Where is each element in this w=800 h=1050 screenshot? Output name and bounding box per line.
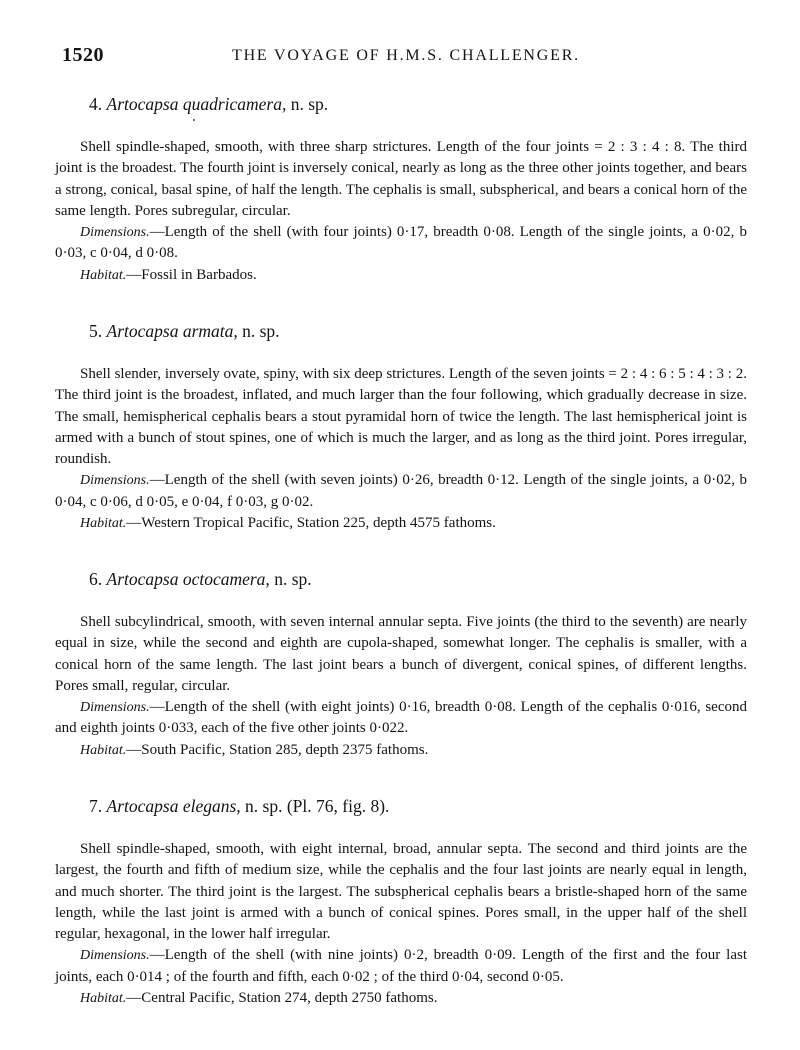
dimensions-paragraph: [55, 222, 747, 265]
species-name: Artocapsa octocamera,: [106, 569, 270, 589]
dimensions-label: Dimensions.: [80, 948, 150, 964]
species-entry-4: [55, 93, 747, 286]
habitat-text: —Western Tropical Pacific, Station 225, depth 4575 fathoms.: [126, 515, 496, 532]
species-number: 5.: [89, 321, 103, 341]
species-name: Artocapsa quadricamera,: [106, 94, 287, 114]
species-entry-5: [55, 320, 747, 534]
page-header: [62, 44, 752, 70]
dimensions-text: —Length of the shell (with eight joints) 0·16, breadth 0·08. Length of the cephalis 0·016, second and eighth joints 0·033, each of the five other joints 0·022.: [55, 699, 747, 737]
species-heading: [89, 795, 747, 817]
dimensions-paragraph: [55, 945, 747, 988]
habitat-paragraph: [55, 740, 747, 761]
dimensions-label: Dimensions.: [80, 700, 150, 716]
running-title: THE VOYAGE OF H.M.S. CHALLENGER.: [232, 47, 580, 64]
page-number: 1520: [62, 44, 104, 66]
species-suffix: n. sp. (Pl. 76, fig. 8).: [245, 796, 390, 816]
dimensions-label: Dimensions.: [80, 473, 150, 489]
dimensions-paragraph: [55, 470, 747, 513]
habitat-text: —Fossil in Barbados.: [126, 266, 257, 283]
habitat-text: —Central Pacific, Station 274, depth 2750 fathoms.: [126, 990, 438, 1007]
habitat-paragraph: [55, 988, 747, 1009]
dimensions-text: —Length of the shell (with four joints) 0·17, breadth 0·08. Length of the single joints, a 0·02, b 0·03, c 0·04, d 0·08.: [55, 224, 747, 262]
dimensions-text: —Length of the shell (with seven joints) 0·26, breadth 0·12. Length of the single joints, a 0·02, b 0·04, c 0·06, d 0·05, e 0·04, f 0·03, g 0·02.: [55, 472, 747, 510]
species-description: Shell subcylindrical, smooth, with seven internal annular septa. Five joints (the third to the seventh) are nearly equal in size, while the second and eighth are cupola-shaped, somewhat longer. The cephalis is smaller, with a conical horn of the same length. The last joint bears a bunch of divergent, conical spines, of different lengths. Pores small, regular, circular.: [55, 614, 747, 694]
habitat-label: Habitat.: [80, 516, 127, 532]
species-suffix: n. sp.: [242, 321, 280, 341]
dimensions-text: —Length of the shell (with nine joints) 0·2, breadth 0·09. Length of the first and the four last joints, each 0·014 ; of the fourth and fifth, each 0·02 ; of the third 0·04, second 0·05.: [55, 947, 747, 985]
habitat-label: Habitat.: [80, 991, 127, 1007]
species-entry-6: [55, 568, 747, 761]
dimensions-label: Dimensions.: [80, 225, 150, 241]
species-entry-7: [55, 795, 747, 1009]
habitat-paragraph: [55, 265, 747, 286]
habitat-paragraph: [55, 513, 747, 534]
species-number: 6.: [89, 569, 103, 589]
species-description: Shell slender, inversely ovate, spiny, with six deep strictures. Length of the seven joints = 2 : 4 : 6 : 5 : 4 : 3 : 2. The third joint is the broadest, inflated, and much larger than the four following, which gradually decrease in size. The small, hemispherical cephalis bears a stout pyramidal horn of twice the length. The last hemispherical joint is armed with a bunch of stout spines, one of which is much the larger, and as long as the third joint. Pores irregular, roundish.: [55, 366, 747, 468]
habitat-label: Habitat.: [80, 267, 127, 283]
dimensions-paragraph: [55, 697, 747, 740]
species-description: Shell spindle-shaped, smooth, with three sharp strictures. Length of the four joints = 2 : 3 : 4 : 8. The third joint is the broadest. The fourth joint is inversely conical, nearly as long as the three other joints together, and bears a strong, conical, basal spine, of half the length. The cephalis is small, subspherical, and bears a conical horn of the same length. Pores subregular, circular.: [55, 139, 747, 219]
species-heading: [89, 320, 747, 342]
species-heading: [89, 568, 747, 590]
species-number: 4.: [89, 94, 103, 114]
habitat-text: —South Pacific, Station 285, depth 2375 fathoms.: [126, 741, 429, 758]
species-suffix: n. sp.: [290, 94, 329, 114]
species-number: 7.: [89, 796, 103, 816]
species-name: Artocapsa elegans,: [106, 796, 241, 816]
species-heading: [89, 93, 747, 115]
habitat-label: Habitat.: [80, 742, 127, 758]
species-name: Artocapsa armata,: [106, 321, 238, 341]
species-suffix: n. sp.: [274, 569, 312, 589]
species-description: Shell spindle-shaped, smooth, with eight internal, broad, annular septa. The second and third joints are the largest, the fourth and fifth of medium size, while the cephalis and the four last joints are nearly equal in length, and much shorter. The third joint is the largest. The subspherical cephalis bears a bristle-shaped horn of the same length, while the last joint is armed with a bunch of conical spines. Pores small, in the upper half of the shell regular, hexagonal, in the lower half irregular.: [55, 841, 747, 943]
